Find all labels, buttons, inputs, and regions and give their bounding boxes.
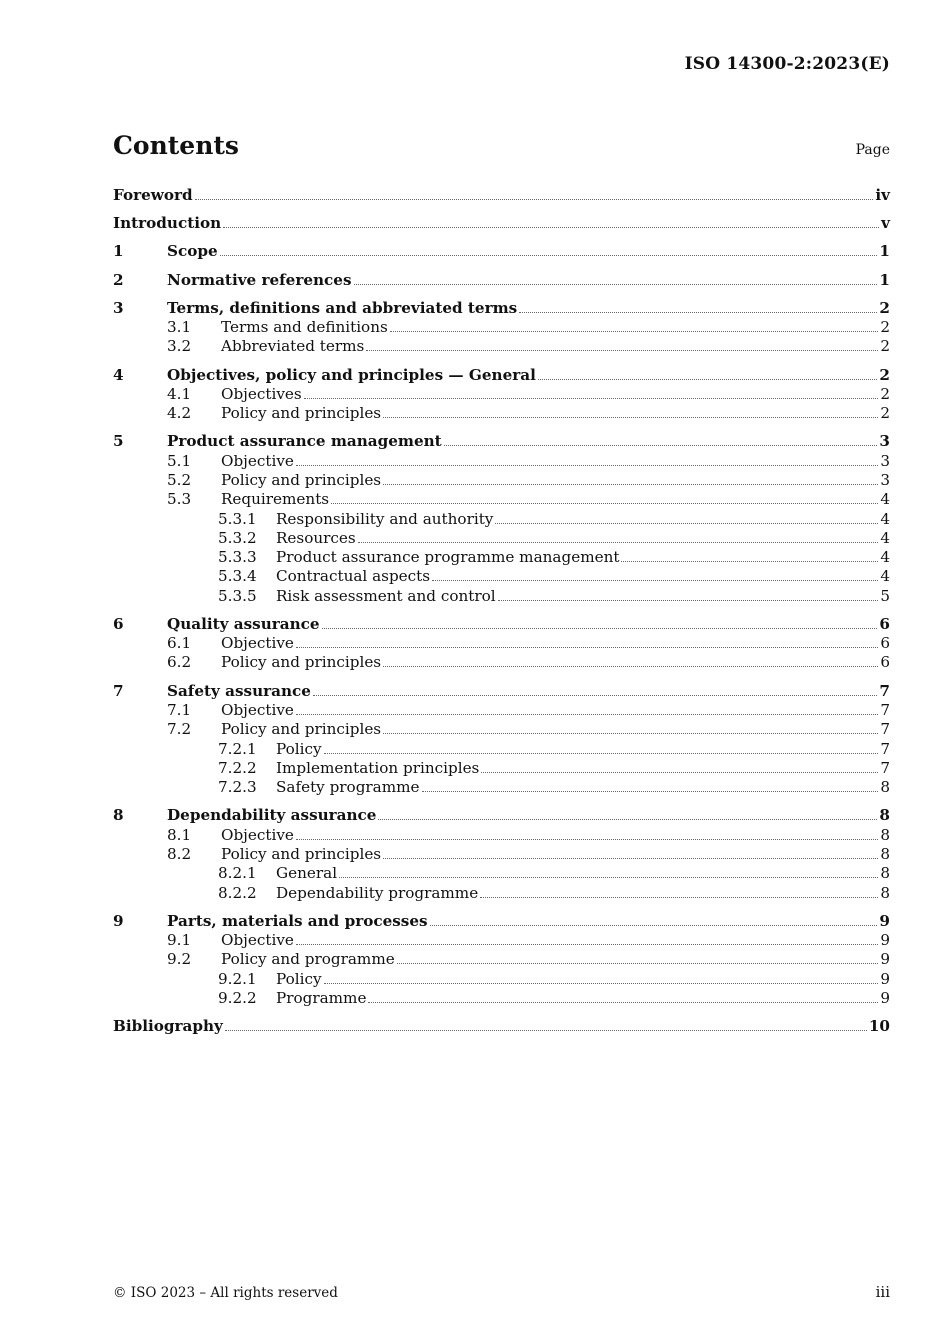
dot-leader [358, 541, 879, 543]
toc-entry-page: 7 [880, 700, 890, 719]
toc-entry-page: 7 [880, 758, 890, 777]
toc-entry-number: 4 [113, 365, 124, 384]
toc-entry-title: Implementation principles [276, 758, 480, 777]
toc-entry-page: iv [875, 186, 890, 204]
toc-entry[interactable] [113, 270, 890, 289]
toc-entry[interactable] [113, 336, 890, 355]
toc-entry-page: 8 [880, 844, 890, 863]
toc-entry-page: 8 [879, 806, 890, 825]
toc-entry[interactable] [113, 213, 890, 232]
toc-entry-number: 9.2 [167, 950, 192, 969]
toc-entry[interactable] [113, 614, 890, 633]
dot-leader [621, 560, 878, 562]
toc-entry-number: 5.2 [167, 470, 192, 489]
toc-entry-title: Policy and principles [221, 720, 382, 739]
dot-leader [498, 599, 879, 601]
toc-entry-page: 6 [880, 634, 890, 653]
toc-entry-title: Objective [221, 634, 294, 653]
toc-entry-number: 7.2.3 [218, 778, 257, 797]
toc-entry[interactable] [113, 528, 890, 547]
toc-entry-page: 9 [880, 950, 890, 969]
toc-entry-title: General [276, 864, 338, 883]
dot-leader [220, 254, 878, 256]
toc-entry-number: 8 [113, 806, 124, 825]
table-of-contents [113, 185, 890, 1035]
dot-leader [313, 694, 878, 696]
toc-entry-title: Programme [276, 988, 367, 1007]
toc-entry-number: 3.2 [167, 337, 192, 356]
toc-entry-number: 2 [113, 270, 124, 289]
toc-entry-title: Abbreviated terms [221, 337, 365, 356]
toc-entry-page: v [881, 214, 890, 233]
toc-entry-number: 6.2 [167, 653, 192, 672]
dot-leader [519, 311, 877, 313]
toc-entry-number: 7.2.1 [218, 739, 257, 758]
dot-leader [481, 771, 878, 773]
toc-entry-title: Policy and principles [221, 470, 382, 489]
toc-entry-page: 9 [879, 911, 890, 930]
toc-entry-page: 6 [880, 653, 890, 672]
toc-entry-page: 7 [880, 739, 890, 758]
document-id: ISO 14300-2:2023(E) [684, 54, 890, 74]
toc-entry-page: 2 [879, 365, 890, 384]
toc-entry-number: 5.3.3 [218, 548, 257, 567]
toc-entry-page: 2 [880, 384, 890, 403]
toc-entry-title: Bibliography [113, 1017, 223, 1036]
dot-leader [324, 752, 879, 754]
toc-entry-title: Policy and programme [221, 950, 395, 969]
toc-entry-title: Product assurance programme management [276, 548, 620, 567]
dot-leader [322, 627, 878, 629]
copyright-notice: © ISO 2023 – All rights reserved [113, 1285, 338, 1301]
toc-entry-title: Policy [276, 739, 322, 758]
dot-leader [383, 857, 878, 859]
toc-entry[interactable] [113, 805, 890, 824]
toc-entry-number: 5.3.1 [218, 509, 257, 528]
toc-entry-number: 5 [113, 432, 124, 451]
toc-entry-number: 4.1 [167, 384, 192, 403]
toc-entry-title: Policy [276, 969, 322, 988]
toc-entry-number: 6.1 [167, 634, 192, 653]
toc-entry-page: 9 [880, 988, 890, 1007]
toc-entry-number: 7 [113, 681, 124, 700]
toc-entry[interactable] [113, 824, 890, 843]
dot-leader [480, 896, 878, 898]
toc-entry-title: Requirements [221, 490, 330, 509]
dot-leader [495, 522, 878, 524]
dot-leader [354, 283, 878, 285]
toc-entry-number: 1 [113, 242, 124, 261]
toc-entry[interactable] [113, 652, 890, 671]
toc-entry-title: Normative references [167, 270, 352, 289]
dot-leader [432, 579, 878, 581]
toc-entry[interactable] [113, 403, 890, 422]
toc-entry-title: Policy and principles [221, 844, 382, 863]
toc-entry-number: 5.3.5 [218, 586, 257, 605]
page-title: Contents [113, 131, 240, 160]
toc-entry-page: 3 [880, 451, 890, 470]
toc-entry-page: 7 [879, 681, 890, 700]
toc-entry-title: Terms, definitions and abbreviated terms [167, 298, 518, 317]
toc-entry-page: 10 [868, 1017, 890, 1036]
toc-entry[interactable] [113, 777, 890, 796]
dot-leader [296, 464, 878, 466]
toc-entry-page: 7 [880, 720, 890, 739]
toc-entry-title: Objectives, policy and principles — General [167, 365, 536, 384]
toc-entry[interactable] [113, 365, 890, 384]
toc-entry-page: 4 [880, 567, 890, 586]
toc-entry-page: 2 [880, 337, 890, 356]
dot-leader [339, 876, 878, 878]
toc-entry-number: 5.3.4 [218, 567, 257, 586]
dot-leader [383, 416, 878, 418]
toc-entry-page: 3 [880, 470, 890, 489]
dot-leader [296, 943, 878, 945]
toc-entry[interactable] [113, 700, 890, 719]
toc-entry-page: 8 [880, 883, 890, 902]
toc-entry-number: 3.1 [167, 318, 192, 337]
toc-entry-page: 4 [880, 548, 890, 567]
toc-entry[interactable] [113, 949, 890, 968]
toc-entry[interactable] [113, 298, 890, 317]
toc-entry-number: 3 [113, 298, 124, 317]
toc-entry-page: 2 [879, 298, 890, 317]
toc-entry[interactable] [113, 844, 890, 863]
dot-leader [383, 483, 878, 485]
page-number: iii [875, 1283, 890, 1301]
toc-entry[interactable] [113, 431, 890, 450]
toc-entry[interactable] [113, 681, 890, 700]
toc-entry-page: 8 [880, 778, 890, 797]
toc-entry[interactable] [113, 930, 890, 949]
toc-entry[interactable] [113, 758, 890, 777]
toc-entry-title: Foreword [113, 186, 193, 204]
toc-entry[interactable] [113, 968, 890, 987]
toc-entry-title: Resources [276, 528, 356, 547]
toc-entry[interactable] [113, 450, 890, 469]
toc-entry-title: Product assurance management [167, 432, 442, 451]
page-column-label: Page [855, 142, 890, 158]
toc-entry-page: 8 [880, 864, 890, 883]
toc-entry-title: Contractual aspects [276, 567, 431, 586]
toc-entry-number: 9 [113, 911, 124, 930]
dot-leader [296, 646, 878, 648]
toc-entry[interactable] [113, 585, 890, 604]
toc-entry-title: Quality assurance [167, 614, 320, 633]
dot-leader [383, 665, 878, 667]
toc-entry[interactable] [113, 489, 890, 508]
toc-entry-number: 9.1 [167, 931, 192, 949]
dot-leader [378, 818, 877, 820]
toc-entry-number: 8.2 [167, 844, 192, 863]
toc-entry[interactable] [113, 633, 890, 652]
dot-leader [444, 444, 878, 446]
toc-entry-title: Objective [221, 931, 294, 949]
toc-entry-number: 5.3 [167, 490, 192, 509]
toc-entry-page: 9 [880, 969, 890, 988]
toc-entry-title: Policy and principles [221, 653, 382, 672]
dot-leader [195, 198, 874, 200]
toc-entry-title: Dependability assurance [167, 806, 377, 825]
toc-entry[interactable] [113, 719, 890, 738]
toc-entry-number: 8.1 [167, 825, 192, 844]
toc-entry-title: Safety assurance [167, 681, 311, 700]
toc-entry[interactable] [113, 317, 890, 336]
toc-entry-number: 9.2.1 [218, 969, 257, 988]
toc-entry-title: Parts, materials and processes [167, 911, 428, 930]
toc-entry[interactable] [113, 863, 890, 882]
toc-entry-title: Objective [221, 700, 294, 719]
dot-leader [223, 226, 879, 228]
toc-entry-page: 4 [880, 528, 890, 547]
toc-entry-page: 8 [880, 825, 890, 844]
dot-leader [296, 838, 878, 840]
toc-entry-page: 6 [879, 614, 890, 633]
toc-entry-number: 7.2 [167, 720, 192, 739]
toc-entry-number: 8.2.1 [218, 864, 257, 883]
dot-leader [390, 330, 879, 332]
toc-entry-title: Responsibility and authority [276, 509, 494, 528]
toc-entry-title: Safety programme [276, 778, 420, 797]
dot-leader [304, 397, 879, 399]
toc-entry-number: 8.2.2 [218, 883, 257, 902]
toc-entry[interactable] [113, 508, 890, 527]
dot-leader [383, 732, 878, 734]
toc-entry-title: Dependability programme [276, 883, 479, 902]
toc-entry-page: 5 [880, 586, 890, 605]
toc-entry[interactable] [113, 566, 890, 585]
toc-entry-number: 5.1 [167, 451, 192, 470]
toc-entry[interactable] [113, 738, 890, 757]
dot-leader [225, 1029, 867, 1031]
dot-leader [538, 378, 878, 380]
dot-leader [296, 713, 878, 715]
dot-leader [324, 982, 879, 984]
toc-entry-number: 9.2.2 [218, 988, 257, 1007]
toc-entry[interactable] [113, 241, 890, 260]
toc-entry-title: Terms and definitions [221, 318, 388, 337]
toc-entry-number: 7.1 [167, 700, 192, 719]
toc-entry[interactable] [113, 882, 890, 901]
toc-entry[interactable] [113, 384, 890, 403]
toc-entry[interactable] [113, 547, 890, 566]
toc-entry-page: 1 [879, 270, 890, 289]
dot-leader [366, 349, 878, 351]
toc-entry-number: 5.3.2 [218, 528, 257, 547]
toc-entry-page: 9 [880, 931, 890, 949]
toc-entry[interactable] [113, 470, 890, 489]
toc-entry-title: Risk assessment and control [276, 586, 496, 605]
toc-entry-page: 2 [880, 404, 890, 423]
toc-entry-title: Scope [167, 242, 218, 261]
toc-entry[interactable] [113, 988, 890, 1007]
dot-leader [331, 502, 878, 504]
dot-leader [368, 1001, 878, 1003]
toc-entry-title: Objectives [221, 384, 302, 403]
toc-entry[interactable] [113, 185, 890, 204]
toc-entry-page: 3 [879, 432, 890, 451]
toc-entry-page: 4 [880, 490, 890, 509]
dot-leader [430, 924, 878, 926]
toc-entry-number: 4.2 [167, 404, 192, 423]
toc-entry[interactable] [113, 1016, 890, 1035]
dot-leader [397, 962, 879, 964]
toc-entry[interactable] [113, 911, 890, 930]
toc-entry-number: 7.2.2 [218, 758, 257, 777]
toc-entry-number: 6 [113, 614, 124, 633]
toc-entry-title: Policy and principles [221, 404, 382, 423]
toc-entry-page: 4 [880, 509, 890, 528]
dot-leader [422, 790, 879, 792]
toc-entry-title: Objective [221, 451, 294, 470]
toc-entry-title: Objective [221, 825, 294, 844]
toc-entry-page: 1 [879, 242, 890, 261]
toc-entry-page: 2 [880, 318, 890, 337]
toc-entry-title: Introduction [113, 214, 222, 233]
